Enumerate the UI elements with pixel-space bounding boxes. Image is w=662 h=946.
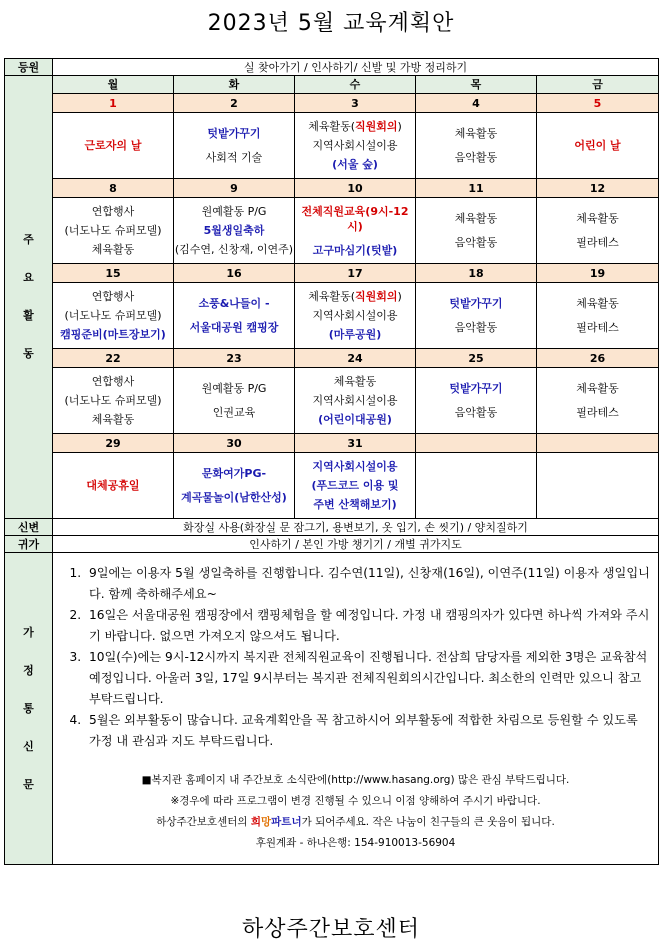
activity-line — [295, 119, 415, 134]
activity-text: 연합행사 — [91, 375, 135, 388]
date-cell: 15 — [53, 264, 174, 283]
date-cell — [416, 434, 537, 453]
newsletter-notes — [59, 770, 652, 854]
date-row — [5, 349, 659, 368]
date-cell: 1 — [53, 94, 174, 113]
activity-line — [416, 381, 536, 396]
activity-line — [53, 289, 173, 304]
activity-text: 텃밭가꾸기 — [449, 382, 503, 395]
activity-text: 연합행사 — [91, 205, 135, 218]
activity-text: 연합행사 — [91, 290, 135, 303]
personal-care-label: 신변 — [5, 519, 53, 536]
activity-line — [537, 211, 658, 226]
activity-text: 지역사회시설이용 — [312, 394, 398, 407]
activity-line — [53, 223, 173, 238]
activity-text: 체육활동 — [333, 375, 377, 388]
activity-cell — [537, 368, 659, 434]
activity-line — [537, 405, 658, 420]
activity-cell — [295, 198, 416, 264]
date-cell: 16 — [174, 264, 295, 283]
activities-label-char: 요 — [23, 271, 34, 284]
activity-text: 체육활동 — [454, 127, 498, 140]
date-cell — [537, 434, 659, 453]
activity-text: 체육활동 — [576, 382, 619, 395]
newsletter-label-char: 가 — [23, 625, 34, 639]
activity-text: 텃밭가꾸기 — [207, 127, 261, 140]
activity-row — [5, 368, 659, 434]
personal-care-row — [5, 519, 659, 536]
activity-text: 음악활동 — [454, 406, 498, 419]
activity-line — [295, 374, 415, 389]
partner-note-post: 가 되어주세요. 작은 나눔이 친구들의 큰 웃음이 됩니다. — [301, 816, 555, 828]
date-cell: 18 — [416, 264, 537, 283]
activity-text: 주변 산책해보기) — [313, 498, 397, 511]
activity-text: 근로자의 날 — [84, 139, 142, 152]
activity-cell — [174, 453, 295, 519]
activity-line — [416, 405, 536, 420]
activity-text: (어린이대공원) — [318, 413, 392, 426]
newsletter-content — [53, 553, 659, 865]
activity-cell — [416, 453, 537, 519]
activity-text: 직원회의 — [354, 120, 398, 133]
activities-label-char: 활 — [23, 309, 34, 322]
activity-cell — [295, 283, 416, 349]
activity-text: (김수연, 신창재, 이연주) — [174, 243, 294, 256]
activity-text: 대체공휴일 — [86, 479, 140, 492]
activity-line — [416, 320, 536, 335]
activity-line — [295, 412, 415, 427]
activity-line — [53, 374, 173, 389]
date-cell: 5 — [537, 94, 659, 113]
newsletter-row — [5, 553, 659, 865]
activity-cell — [174, 113, 295, 179]
activity-line — [416, 211, 536, 226]
activity-line — [416, 150, 536, 165]
activity-text: (푸드코드 이용 및 — [311, 479, 399, 492]
date-cell: 8 — [53, 179, 174, 198]
weekday-header-row — [5, 76, 659, 94]
activity-text: 소풍&나들이 - — [198, 297, 270, 310]
newsletter-label — [5, 553, 53, 865]
activity-line — [53, 478, 173, 493]
activity-line — [174, 490, 294, 505]
activity-text: (너도나도 슈퍼모델) — [64, 309, 162, 322]
date-cell: 22 — [53, 349, 174, 368]
activity-cell — [537, 283, 659, 349]
activity-text: 체육활동( — [308, 120, 355, 133]
activity-line — [174, 223, 294, 238]
activity-line — [295, 478, 415, 493]
activity-line — [174, 204, 294, 219]
activity-text: 사회적 기술 — [205, 151, 263, 164]
activity-line — [295, 308, 415, 323]
activity-cell — [53, 113, 174, 179]
activity-line — [295, 459, 415, 474]
date-cell: 3 — [295, 94, 416, 113]
activity-cell — [537, 453, 659, 519]
date-cell: 30 — [174, 434, 295, 453]
activity-row — [5, 283, 659, 349]
activity-line — [53, 204, 173, 219]
date-row — [5, 264, 659, 283]
activity-line — [174, 150, 294, 165]
activity-cell — [174, 283, 295, 349]
activity-text: 계곡물놀이(남한산성) — [181, 491, 287, 504]
activity-text: 어린이 날 — [574, 139, 621, 152]
going-home-label: 귀가 — [5, 536, 53, 553]
activity-cell — [537, 198, 659, 264]
activity-text: 문화여가PG- — [201, 467, 267, 480]
activity-line — [295, 138, 415, 153]
activity-text: 지역사회시설이용 — [312, 139, 398, 152]
partner-note-hope-a: 희 — [250, 816, 261, 828]
activity-text: 고구마심기(텃밭) — [312, 243, 398, 257]
activity-line — [174, 296, 294, 311]
activity-line — [53, 393, 173, 408]
donation-account: 후원계좌 - 하나은행: 154-910013-56904 — [255, 837, 456, 849]
activity-row — [5, 453, 659, 519]
date-cell: 10 — [295, 179, 416, 198]
activity-cell — [174, 198, 295, 264]
activities-label-char: 주 — [23, 233, 34, 246]
activity-line — [295, 497, 415, 512]
activity-line — [537, 296, 658, 311]
activity-text: 필라테스 — [576, 406, 619, 419]
newsletter-item: 1. 9일에는 이용자 5월 생일축하를 진행합니다. 김수연(11일), 신창재(16일), 이연주(11일) 이용자 생일입니다. 함께 축하해주세요~ — [85, 563, 652, 605]
date-cell: 17 — [295, 264, 416, 283]
date-cell: 26 — [537, 349, 659, 368]
activity-cell — [53, 453, 174, 519]
activity-text: (너도나도 슈퍼모델) — [64, 394, 162, 407]
activity-row — [5, 113, 659, 179]
partner-note — [59, 812, 652, 833]
activity-line — [537, 235, 658, 250]
activity-line — [174, 381, 294, 396]
activity-text: (서울 숲) — [332, 158, 378, 171]
activity-cell — [53, 368, 174, 434]
activity-line — [174, 466, 294, 481]
date-row — [5, 434, 659, 453]
weekday-header: 목 — [416, 76, 537, 94]
activity-text: 음악활동 — [454, 151, 498, 164]
partner-note-hope-b: 망 — [261, 816, 272, 828]
activity-text: (마루공원) — [328, 328, 382, 341]
activity-text: ) — [397, 290, 402, 303]
activity-text: 전체직원교육(9시-12시) — [301, 204, 409, 233]
activity-line — [537, 381, 658, 396]
activity-row — [5, 198, 659, 264]
page-title: 2023년 5월 교육계획안 — [207, 11, 455, 36]
activity-text: 서울대공원 캠핑장 — [189, 321, 279, 334]
activity-line — [416, 126, 536, 141]
weekday-header: 수 — [295, 76, 416, 94]
newsletter-item: 4. 5월은 외부활동이 많습니다. 교육계획안을 꼭 참고하시어 외부활동에 적합한 차림으로 등원할 수 있도록 가정 내 관심과 지도 부탁드립니다. — [85, 710, 652, 752]
date-cell: 23 — [174, 349, 295, 368]
date-cell: 2 — [174, 94, 295, 113]
newsletter-list — [59, 563, 652, 752]
activity-line — [537, 138, 658, 153]
activity-line — [174, 126, 294, 141]
date-row — [5, 94, 659, 113]
activity-line — [53, 242, 173, 257]
activity-cell — [416, 368, 537, 434]
arrival-text: 실 찾아가기 / 인사하기/ 신발 및 가방 정리하기 — [53, 59, 659, 76]
activity-text: 원예활동 P/G — [201, 205, 267, 218]
activity-line — [416, 235, 536, 250]
activity-line — [295, 289, 415, 304]
organization-name: 하상주간보호센터 — [241, 917, 421, 942]
activity-line — [174, 405, 294, 420]
activity-text: ) — [397, 120, 402, 133]
newsletter-label-char: 문 — [23, 777, 34, 791]
activity-text: 직원회의 — [354, 290, 398, 303]
partner-note-hope-c: 파트너 — [271, 816, 302, 828]
activity-text: 체육활동 — [91, 243, 135, 256]
going-home-row — [5, 536, 659, 553]
weekday-header: 화 — [174, 76, 295, 94]
activity-line — [53, 138, 173, 153]
activity-text: 음악활동 — [454, 321, 498, 334]
activity-cell — [416, 283, 537, 349]
activity-text: 체육활동 — [576, 297, 619, 310]
activity-line — [295, 204, 415, 234]
activity-line — [295, 327, 415, 342]
activity-line — [295, 393, 415, 408]
date-row — [5, 179, 659, 198]
activity-line — [174, 320, 294, 335]
activity-cell — [174, 368, 295, 434]
activity-text: 5월생일축하 — [203, 224, 265, 237]
arrival-label: 등원 — [5, 59, 53, 76]
activity-cell — [53, 198, 174, 264]
activity-cell — [295, 453, 416, 519]
weekday-header: 월 — [53, 76, 174, 94]
education-plan-table — [4, 58, 659, 865]
activity-cell — [295, 368, 416, 434]
arrival-row — [5, 59, 659, 76]
newsletter-label-char: 정 — [23, 663, 34, 677]
activity-text: 인권교육 — [212, 406, 256, 419]
activity-line — [537, 320, 658, 335]
activity-text: 체육활동 — [454, 212, 498, 225]
activities-label — [5, 76, 53, 519]
newsletter-item: 2. 16일은 서울대공원 캠핑장에서 캠핑체험을 할 예정입니다. 가정 내 캠핑의자가 있다면 하나씩 가져와 주시기 바랍니다. 없으면 가져오지 않으셔도 됩니다. — [85, 605, 652, 647]
weekday-header: 금 — [537, 76, 659, 94]
activities-label-char: 동 — [23, 347, 34, 360]
newsletter-label-char: 신 — [23, 739, 34, 753]
activity-text: 텃밭가꾸기 — [449, 297, 503, 310]
newsletter-item: 3. 10일(수)에는 9시-12시까지 복지관 전체직원교육이 진행됩니다. 전삼희 담당자를 제외한 3명은 교육참석예정입니다. 아울러 3일, 17일 9시부터는 복지관 전체직원회의시간입니다. 최소한의 인력만 있으니 참고 부탁드립니다. — [85, 647, 652, 710]
activity-line — [295, 157, 415, 172]
activity-cell — [53, 283, 174, 349]
activity-text: (너도나도 슈퍼모델) — [64, 224, 162, 237]
date-cell: 12 — [537, 179, 659, 198]
activity-cell — [416, 198, 537, 264]
activity-cell — [537, 113, 659, 179]
date-cell: 4 — [416, 94, 537, 113]
activity-text: 지역사회시설이용 — [312, 460, 398, 473]
date-cell: 29 — [53, 434, 174, 453]
going-home-text: 인사하기 / 본인 가방 챙기기 / 개별 귀가지도 — [53, 536, 659, 553]
activity-text: 지역사회시설이용 — [312, 309, 398, 322]
homepage-note: ■복지관 홈페이지 내 주간보호 소식란에(http://www.hasang.org) 많은 관심 부탁드립니다. — [141, 774, 570, 786]
personal-care-text: 화장실 사용(화장실 문 잠그기, 용변보기, 옷 입기, 손 씻기) / 양치질하기 — [53, 519, 659, 536]
date-cell: 9 — [174, 179, 295, 198]
date-cell: 25 — [416, 349, 537, 368]
activity-text: 원예활동 P/G — [201, 382, 267, 395]
activity-text: 체육활동 — [91, 413, 135, 426]
schedule-change-note: ※경우에 따라 프로그램이 변경 진행될 수 있으니 이점 양해하여 주시기 바랍니다. — [170, 795, 541, 807]
activity-text: 체육활동( — [308, 290, 355, 303]
activity-text: 캠핑준비(마트장보기) — [60, 328, 166, 341]
date-cell: 31 — [295, 434, 416, 453]
activity-text: 체육활동 — [576, 212, 619, 225]
newsletter-label-char: 통 — [23, 701, 34, 715]
activity-line — [295, 243, 415, 258]
activity-line — [53, 412, 173, 427]
activity-cell — [295, 113, 416, 179]
activity-line — [53, 308, 173, 323]
activity-cell — [416, 113, 537, 179]
date-cell: 24 — [295, 349, 416, 368]
partner-note-pre: 하상주간보호센터의 — [156, 816, 251, 828]
activity-line — [416, 296, 536, 311]
activity-line — [174, 242, 294, 257]
activity-text: 필라테스 — [576, 321, 619, 334]
date-cell: 19 — [537, 264, 659, 283]
activity-text: 음악활동 — [454, 236, 498, 249]
activity-text: 필라테스 — [576, 236, 619, 249]
date-cell: 11 — [416, 179, 537, 198]
activity-line — [53, 327, 173, 342]
